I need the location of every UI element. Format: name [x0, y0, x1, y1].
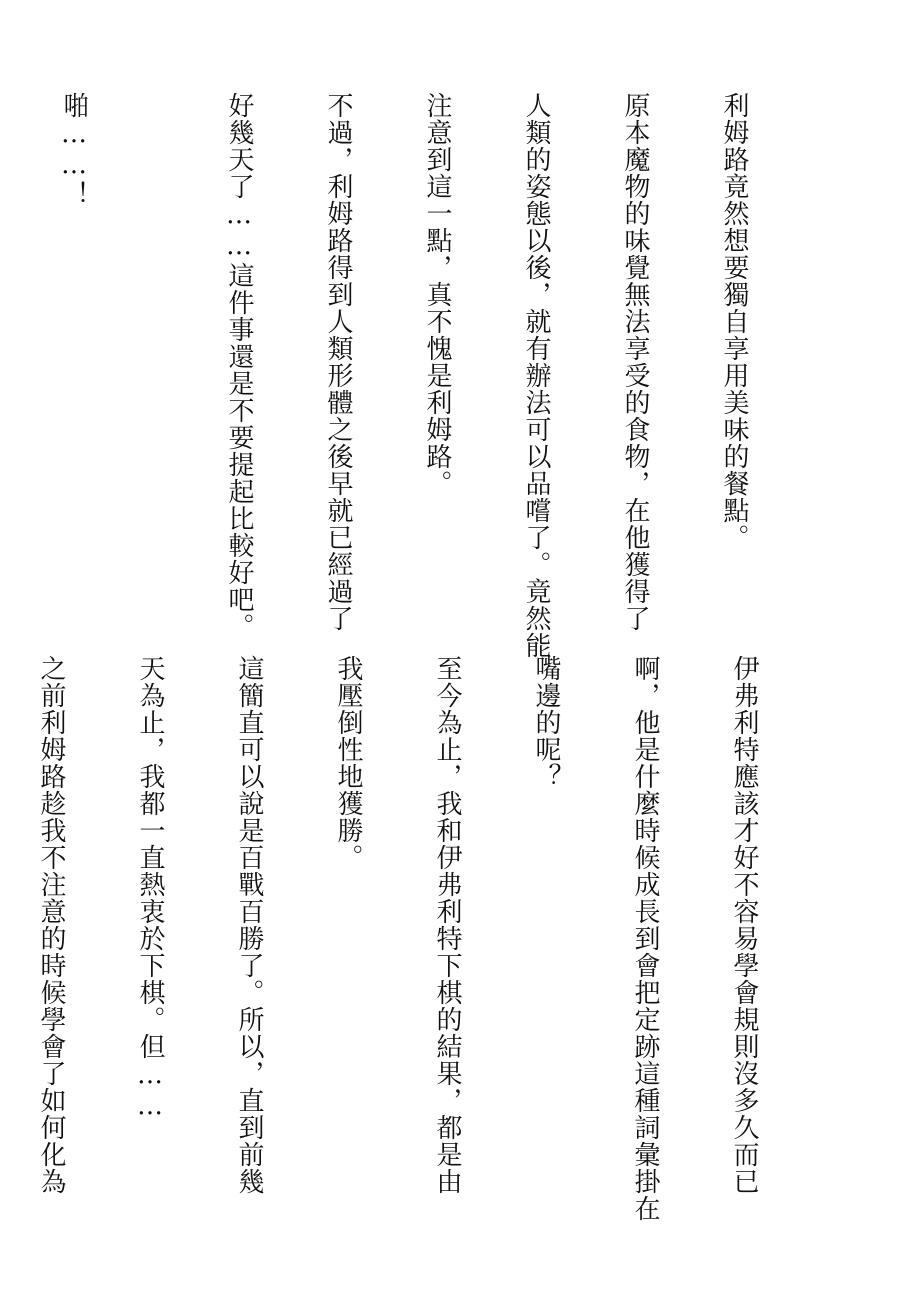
text-line: 原本魔物的味覺無法享受的食物，在他獲得了 — [620, 92, 650, 632]
text-line: 我壓倒性地獲勝。 — [333, 655, 363, 871]
text-line: 不過，利姆路得到人類形體之後早就已經過了 — [323, 92, 353, 632]
lower-text-section — [36, 655, 826, 1222]
text-line: 人類的姿態以後，就有辦法可以品嚐了。竟然能 — [521, 92, 551, 659]
text-line: 啊，他是什麼時候成長到會把定跡這種詞彙掛在 — [630, 655, 660, 1222]
text-line: 天為止，我都一直熱衷於下棋。但…… — [135, 655, 165, 1122]
upper-text-section — [59, 92, 816, 659]
text-line: 之前利姆路趁我不注意的時候學會了如何化為 — [36, 655, 66, 1195]
text-line: 這簡直可以說是百戰百勝了。所以，直到前幾 — [234, 655, 264, 1195]
text-line: 注意到這一點，真不愧是利姆路。 — [422, 92, 452, 497]
text-line: 伊弗利特應該才好不容易學會規則沒多久而已 — [729, 655, 759, 1195]
text-line: 好幾天了……這件事還是不要提起比較好吧。 — [224, 92, 254, 640]
text-line: 利姆路竟然想要獨自享用美味的餐點。 — [719, 92, 749, 551]
text-line: 嘴邊的呢？ — [531, 655, 561, 790]
text-line: 至今為止，我和伊弗利特下棋的結果，都是由 — [432, 655, 462, 1195]
text-line: 啪……！ — [59, 92, 89, 208]
